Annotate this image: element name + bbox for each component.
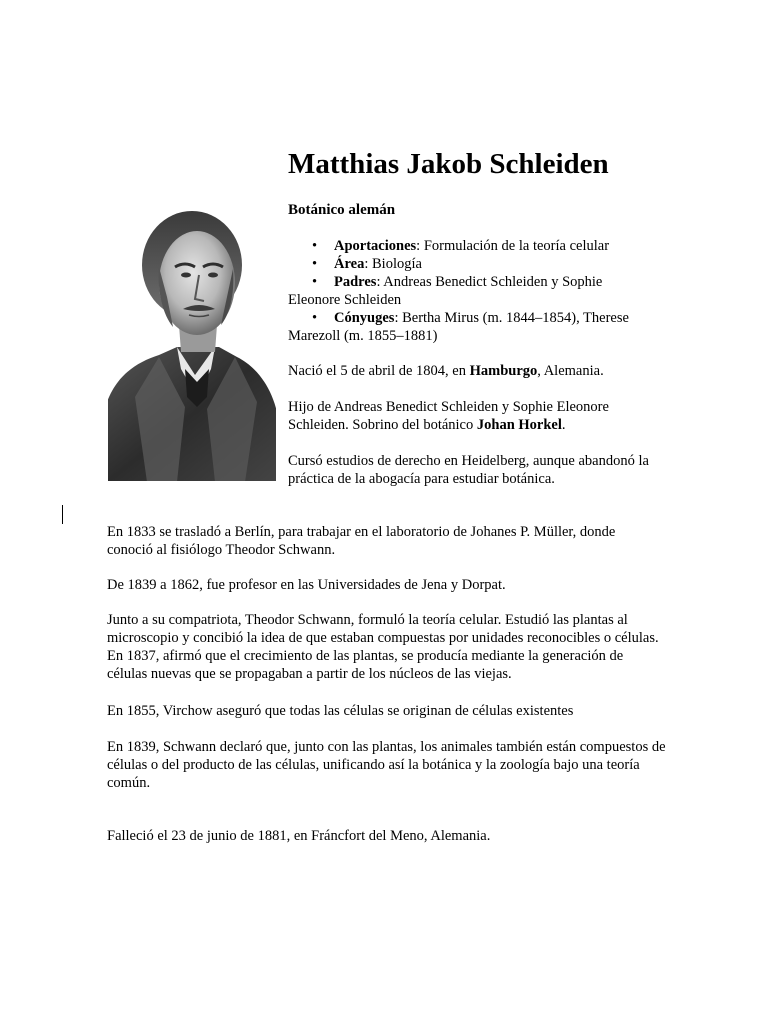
family-text: Hijo de Andreas Benedict Schleiden y Sophie Eleonore Schleiden. Sobrino del botánico	[288, 399, 609, 433]
birth-city: Hamburgo	[469, 363, 538, 379]
fact-item	[288, 273, 648, 309]
fact-item	[288, 237, 648, 255]
virchow-paragraph: En 1855, Virchow aseguró que todas las células se originan de células existentes	[107, 703, 574, 719]
bullet-icon: •	[312, 274, 318, 290]
fact-item	[288, 255, 648, 273]
fact-label: Aportaciones	[334, 238, 417, 254]
fact-item	[288, 309, 648, 345]
portrait-drawing	[107, 197, 277, 482]
fact-label: Área	[334, 256, 365, 272]
bullet-icon: •	[312, 310, 318, 326]
fact-value: : Andreas Benedict Schleiden y Sophie Eleonore Schleiden	[288, 274, 603, 308]
fact-value: : Bertha Mirus (m. 1844–1854), Therese Marezoll (m. 1855–1881)	[288, 310, 629, 344]
studies-paragraph: Cursó estudios de derecho en Heidelberg, aunque abandonó la práctica de la abogacía para estudiar botánica.	[288, 453, 649, 487]
family-paragraph	[288, 398, 658, 434]
facts-list	[288, 237, 648, 345]
death-paragraph: Falleció el 23 de junio de 1881, en Fráncfort del Meno, Alemania.	[107, 828, 491, 844]
page-subtitle: Botánico alemán	[288, 202, 396, 218]
cell-theory-paragraph: Junto a su compatriota, Theodor Schwann, formuló la teoría celular. Estudió las plantas al microscopio y concibió la idea de que estaban compuestas por unidades reconocibles o células. En 1837, afirmó que el crecimiento de las plantas, se producía mediante la generación de células nuevas que se propagaban a partir de los núcleos de las viejas.	[107, 612, 659, 682]
fact-value: : Biología	[364, 256, 422, 272]
bullet-icon: •	[312, 238, 318, 254]
text-cursor	[62, 505, 63, 524]
fact-label: Padres	[334, 274, 377, 290]
page-title: Matthias Jakob Schleiden	[288, 148, 609, 180]
birth-country: , Alemania.	[537, 363, 604, 379]
portrait-image	[107, 197, 277, 482]
birth-text: Nació el 5 de abril de 1804, en	[288, 363, 470, 379]
fact-label: Cónyuges	[334, 310, 395, 326]
schwann-paragraph: En 1839, Schwann declaró que, junto con las plantas, los animales también están compuestos de células o del producto de las células, unificando así la botánica y la zoología bajo una teoría común.	[107, 739, 666, 791]
professor-paragraph: De 1839 a 1862, fue profesor en las Universidades de Jena y Dorpat.	[107, 577, 506, 593]
birth-paragraph	[288, 362, 648, 380]
family-uncle: Johan Horkel	[476, 417, 562, 433]
family-end: .	[561, 417, 566, 433]
fact-value: : Formulación de la teoría celular	[416, 238, 610, 254]
berlin-paragraph: En 1833 se trasladó a Berlín, para trabajar en el laboratorio de Johanes P. Müller, donde conoció al fisiólogo Theodor Schwann.	[107, 524, 616, 558]
bullet-icon: •	[312, 256, 318, 272]
